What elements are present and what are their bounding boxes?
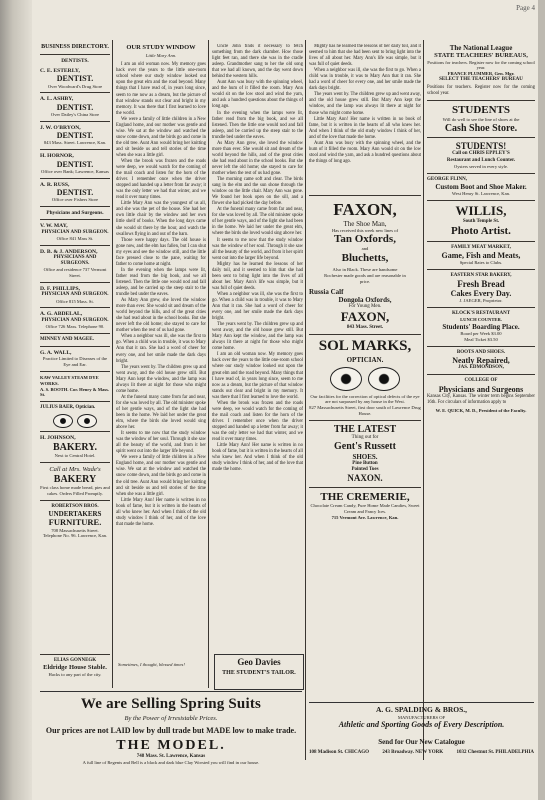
column-rule (423, 40, 424, 760)
story-signature: Sometimes, I thought, blessed times! (118, 662, 185, 667)
story-title: OUR STUDY WINDOW (126, 44, 196, 51)
story-column-3: Mighty has he learned the lessons of her daily toil, and it seemed to him that she had been sent to bring light into the lives of all about her. Mary Ann's life was simple, but it was full of quiet deeds. When a neighbor was ill, she was the first to go. When a child was in trouble, it was to Mary Ann that it ran. She had a word of cheer for every one, and her smile made the dark days bright. The years went by. The children grew up and went away, and the old house grew still. But Mary Ann kept the window, and the lamp was always lit there at night for those who might come home. Little Mary Ann! Her name is written in no book of fame, but it is written in the hearts of all who knew her. And when I think of the old study window I think of her, and of the love that made the home. Aunt Ann was busy with the spinning wheel, and the hum of it filled the room. Mary Ann would sit on the low stool and wind the yarn, and ask a hundred questions about the things of long ago. (309, 44, 421, 164)
listing: C. E. ESTERLY, DENTIST. Over Woodward's Drug Store (40, 68, 110, 93)
listing: D. F. PHILLIPS, PHYSICIAN AND SURGEON. Office 815 Mass. St. (40, 286, 110, 308)
spring-suits-headline: We are Selling Spring Suits (80, 696, 262, 712)
ads-column-4 (309, 44, 421, 764)
edmondson-boots-ad: BOOTS AND SHOES. Neatly Repaired, JAS. EDMONDSON, (452, 349, 510, 371)
ads-column-5 (427, 44, 535, 700)
russett-shoes-ad: THE LATEST Thing out for Gent's Russett SHOES. Pine Button Pointed Toes NAXON. (333, 423, 397, 484)
bakery-heading: BAKERY. (52, 441, 97, 453)
eppley-restaurant-ad: STUDENTS! Call on CHRIS EPPLEY'S Restaurant and Lunch Counter. Oysters served in every style. (446, 141, 516, 169)
tailor-ad: Geo Davies THE STUDENT'S TAILOR. (214, 654, 304, 690)
flinn-ad: GEORGE FLINN, Custom Boot and Shoe Maker. West Henry St. Lawrence, Kan. (427, 176, 527, 196)
willis-photo-ad: WILLIS, South Temple St. Photo Artist. (451, 202, 511, 237)
sol-marks-ad: SOL MARKS, OPTICIAN. Our facilities for the correction of optical defects of the eye are not surpassed by any house in the West. 827 Massachusetts Street, first door south of Lawrence Drug House. (309, 338, 421, 416)
model-clothing-ad: We are Selling Spring Suits By the Power of Irresistable Prices. Our prices are not LAID low by dull trade but MADE low to make trade. THE MODEL. 748 Mass. St. Lawrence, Kansas A full line of Regents and Bell is a black and dark blue Clay Worsted you will find in our house. (40, 691, 302, 796)
robertson-ad: ROBERTSON BROS. (51, 503, 99, 509)
college-physicians-ad: COLLEGE OF Physicians and Surgeons Kansas City, Kansas. The winter term begins September 16th. For circulars of information apply to W. E. QUICK, M. D., President of the Faculty. (427, 378, 535, 413)
eyeglasses-illustration (40, 414, 110, 428)
listing: A. G. ABDELAL, PHYSICIAN AND SURGEON. Office 726 Mass. Telephone 90. (40, 311, 110, 333)
listing: A. R. RUSS, DENTIST. Office over Fishers Store (40, 182, 110, 207)
listing: V. W. MAY, PHYSICIAN AND SURGEON. Office 841 Mass St. (40, 223, 110, 245)
julius-baer-ad: JULIUS BAER, Optician. (40, 405, 96, 411)
listing: J. W. O'BRYON, DENTIST. 843 Mass. Street. Lawrence, Kan. (40, 125, 110, 150)
column-rule (208, 40, 209, 688)
spalding-addresses: 108 Madison St. CHICAGO 243 Broadway. NEW YORK 1032 Chestnut St. PHILADELPHIA (309, 749, 534, 755)
column-rule (112, 40, 113, 688)
scan-binding-edge (0, 0, 32, 800)
directory-title: BUSINESS DIRECTORY. (41, 44, 109, 50)
spectacles-illustration (309, 367, 421, 391)
story-column-2: Uncle John finds it necessary to fetch something from the dark chamber. How those light feet ran, and there she was in the cradle asleep. Grandmother sang to her the old song that we had all known, and the day went down behind the western hills. Aunt Ann was busy with the spinning wheel, and the hum of it filled the room. Mary Ann would sit on the low stool and wind the yarn, and ask a hundred questions about the things of long ago. In the evening when the lamps were lit, father read from the big book, and we all listened. Then the little one would nod and fall asleep, and be carried up the steep stair to the trundle bed under the eaves. As Mary Ann grew, she loved the window more than ever. She would sit and dream of the world beyond the hills, and of the great cities she had read about in the school books. But she never left the old home; she stayed to care for mother when the rest of us had gone. The morning came soft and clear. The birds sang in the elm and the sun shone through the window on the little chair. Mary Ann was gone. We found her book open on the sill, and a flower she had picked the day before. At the funeral many came from far and near, for she was loved by all. The old minister spoke of her gentle ways, and of the light she had been in the home. We laid her under the great elm, where the birds she loved would sing above her. It seems to me now that the study window was the window of her soul. Through it she saw all the beauty of the world, and from it her spirit went out into the larger life beyond. Mighty has he learned the lessons of her daily toil, and it seemed to him that she had been sent to bring light into the lives of all about her. Mary Ann's life was simple, but it was full of quiet deeds. When a neighbor was ill, she was the first to go. When a child was in trouble, it was to Mary Ann that it ran. She had a word of cheer for every one, and her smile made the dark days bright. The years went by. The children grew up and went away, and the old house grew still. But Mary Ann kept the window, and the lamp was always lit there at night for those who might come home. I am an old woman now. My memory goes back over the years to the little one-room school where our study window looked out upon the great elm and the road beyond. Many things that I have read of, in years long since, seem to me now as a dream, but the picture of that window stands out clear and bright in my memory. It was there that I first learned to love the world. When the brook was frozen and the roads were deep, we would watch for the coming of the mail coach and listen for the horn of the driver. I remember once when the driver stopped and handed up a letter from far away; it was the only letter we had that winter, and we read it over many times. Little Mary Ann! Her name is written in no book of fame, but it is written in the hearts of all who knew her. And when I think of the old study window I think of her, and of the love that made the home. (212, 44, 303, 473)
listing: A. L. ASHBY, DENTIST. Over Dailey's China Store (40, 96, 110, 121)
dentists-heading: DENTISTS. (61, 57, 89, 64)
scan-right-edge (538, 0, 545, 800)
page-number: Page 4 (516, 4, 535, 12)
wall-ad: G. A. WALL, (40, 349, 72, 356)
teachers-bureau-ad: The National League STATE TEACHERS' BUREAUS, Positions for teachers. Register now for the coming school year. FRANCE PLUMMER, Gen. Mgr. SELECT THE TEACHERS' BUREAU Positions for teachers. Register now for the coming school year. (427, 44, 535, 97)
business-directory: BUSINESS DIRECTORY. DENTISTS. C. E. ESTERLY, DENTIST. Over Woodward's Drug Store A. L. ASHBY, DENTIST. Over Dailey's China Store J. W. O'BRYON, DENTIST. 843 Mass. Street. Lawrence, Kan. H. HORNOR, DENTIST. Office over Bank; Lawrence, Kansas A. R. RUSS, DENTIST. Office over Fishers Store Physicians and Surgeons. V. W. MAY, PHYSICIAN AND SURGEON. Office 841 Mass St. D. B. & J. ANDERSON, PHYSICIANS AND SURGEONS. Office and residence 737 Vermont Street. D. F. PHILLIPS, PHYSICIAN AND SURGEON. Office 815 Mass. St. A. G. ABDELAL, PHYSICIAN AND SURGEON. Office 726 Mass. Telephone 90. MINNEY AND MAGEE. G. A. WALL, Practice Limited to Diseases of the Eye and Ear. KAW VALLEY STEAM DYE WORKS. A. S. BOOTH. Cor. Henry & Mass. St. JULIUS BAER, Optician. H. JOHNSON, BAKERY. Next to Central Hotel. Call at Mrs. Wade's BAKERY First class home made bread, pies and cakes. Orders Filled Promptly. ROBERTSON BROS. UNDERTAKERS FURNITURE. 708 Massachusetts Street. Telephone No. 96. Lawrence, Kan. (40, 44, 110, 539)
spalding-ad: A. G. SPALDING & BROS., MANUFACTURERS OF Athletic and Sporting Goods of Every Description. Send for Our New Catalogue 108 Madison St. CHICAGO 243 Broadway. NEW YORK 1032 Chestnut St. PHILADELPHIA (309, 702, 534, 795)
cremerie-ad: THE CREMERIE, Chocolate Cream Candy, Pure Home Made Candies, Sweet Cream and Fancy Ices. 715 Vermont Ave. Lawrence, Kan. (310, 490, 420, 521)
cash-shoe-store-ad: STUDENTS Will do well to see the line of shoes at the Cash Shoe Store. (442, 104, 520, 134)
minney-ad: MINNEY AND MAGEE. (40, 336, 94, 342)
faxon-ad: FAXON, The Shoe Man, Has received this week new lines of Tan Oxfords, and Bluchetts, Also in Black. These are handsome Rochester made goods and are reasonable in price. Russia Calf Dongola Oxfords, For Young Men. FAXON, 843 Mass. Street. (309, 200, 406, 331)
meat-market-ad: FAMILY MEAT MARKET, Game, Fish and Meats, Special Rates to Clubs. (441, 244, 521, 265)
story-byline: Little Mary Ann. (145, 53, 177, 59)
physicians-heading: Physicians and Surgeons. (46, 210, 104, 216)
klock-restaurant-ad: KLOCK'S RESTAURANT LUNCH COUNTER. Students' Boarding Place. Board per Week $3.00 Meal Ticket $3.50 (442, 311, 520, 343)
story-column-1: OUR STUDY WINDOW Little Mary Ann. I am an old woman now. My memory goes back over the years to the little one-room school where our study window looked out upon the great elm and the road beyond. Many things that I have read of, in years long since, seem to me now as a dream, but the picture of that window stands out clear and bright in my memory. It was there that I first learned to love the world. We were a family of little children in a New England home, and our mother was gentle and wise. We sat at the window and watched the snow come down, and the birds go and come in the old tree. Aunt Ann would bring her knitting and sit beside us and tell stories of the time when she was a little girl. When the brook was frozen and the roads were deep, we would watch for the coming of the mail coach and listen for the horn of the driver. I remember once when the driver stopped and handed up a letter from far away; it was the only letter we had that winter, and we read it over many times. Little Mary Ann was the youngest of us all, and she was the pet of the house. She had her own little chair by the window and her own little shelf of books. When the long days came she would sit there by the hour, and watch the swallows flying in and out of the barn. Those were happy days. The old house is gone now, and the elm has fallen, but I can shut my eyes and see the window still, and the little face pressed close to the pane, waiting for father to come home at night. In the evening when the lamps were lit, father read from the big book, and we all listened. Then the little one would nod and fall asleep, and be carried up the steep stair to the trundle bed under the eaves. As Mary Ann grew, she loved the window more than ever. She would sit and dream of the world beyond the hills, and of the great cities she had read about in the school books. But she never left the old home; she stayed to care for mother when the rest of us had gone. When a neighbor was ill, she was the first to go. When a child was in trouble, it was to Mary Ann that it ran. She had a word of cheer for every one, and her smile made the dark days bright. The years went by. The children grew up and went away, and the old house grew still. But Mary Ann kept the window, and the lamp was always lit there at night for those who might come home. At the funeral many came from far and near, for she was loved by all. The old minister spoke of her gentle ways, and of the light she had been in the home. We laid her under the great elm, where the birds she loved would sing above her. It seems to me now that the study window was the window of her soul. Through it she saw all the beauty of the world, and from it her spirit went out into the larger life beyond. We were a family of little children in a New England home, and our mother was gentle and wise. We sat at the window and watched the snow come down, and the birds go and come in the old tree. Aunt Ann would bring her knitting and sit beside us and tell stories of the time when she was a little girl. Little Mary Ann! Her name is written in no book of fame, but it is written in the hearts of all who knew her. And when I think of the old study window I think of her, and of the love that made the home. (116, 44, 206, 527)
listing: D. B. & J. ANDERSON, PHYSICIANS AND SURGEONS. Office and residence 737 Vermont Street. (40, 249, 110, 283)
livery-ad: ELIAS GONNEGK Eldridge House Stable. Hacks to any part of the city. (40, 654, 110, 688)
kaw-valley-ad: KAW VALLEY STEAM DYE WORKS. (40, 374, 99, 386)
listing: H. HORNOR, DENTIST. Office over Bank; Lawrence, Kansas (40, 153, 110, 178)
column-rule (305, 40, 306, 760)
eastern-star-bakery-ad: EASTERN STAR BAKERY, Fresh Bread Cakes Every Day. J. JAEGER, Proprietor. (450, 272, 512, 304)
